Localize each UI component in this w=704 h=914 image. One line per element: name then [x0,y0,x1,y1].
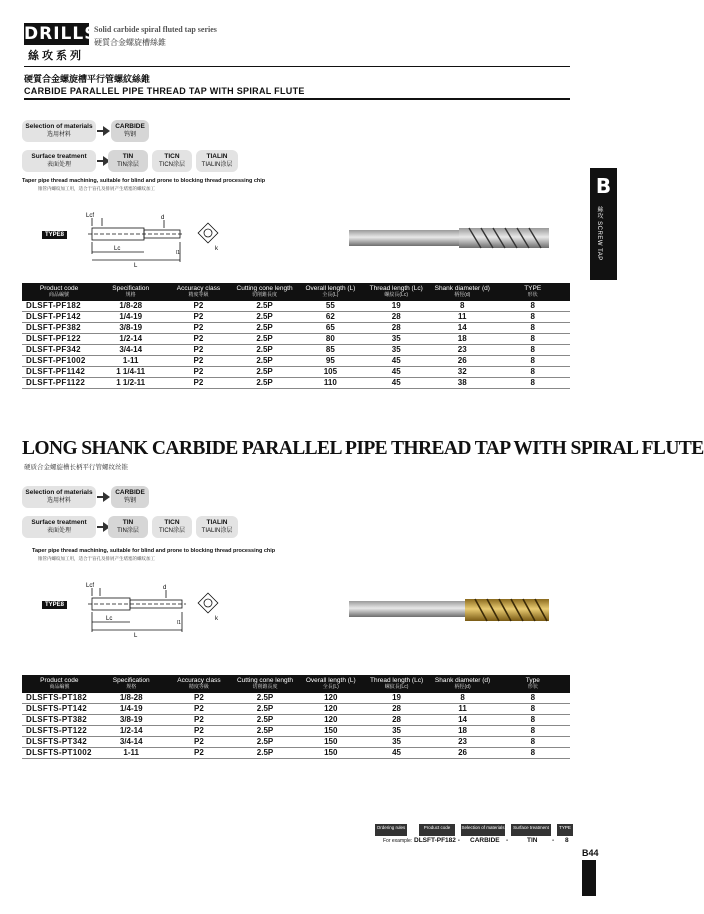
coating-cn: TICN涂层 [159,528,185,534]
table-cell: P2 [165,367,231,378]
column-header-en: Cutting cone length [236,285,293,292]
ordering-rules-chip [375,824,407,836]
product-code-cell: DLSFTS-PT382 [22,715,97,726]
product-code-cell: DLSFT-PF382 [22,323,96,334]
coating-name: TICN [164,519,180,526]
product-code-cell: DLSFTS-PT342 [22,737,97,748]
coating-name: TICN [164,153,180,160]
table-cell: 23 [429,345,495,356]
table-row[interactable] [22,737,570,748]
materials-label-cn: 选用材料 [46,498,71,504]
column-header [165,283,231,301]
order-example-code: DLSFT-PF182 - [414,837,460,844]
table-row[interactable] [22,345,570,356]
table-cell: 26 [429,748,495,759]
tap-dimension-drawing [84,208,224,268]
coating-chip-tialin[interactable] [196,150,238,172]
table-cell: 2.5P [232,693,298,704]
table-cell: 28 [364,715,430,726]
table-row[interactable] [22,693,570,704]
dim-l1: l1 [177,620,181,626]
chip-en: TYPE [559,825,571,830]
dim-k: k [215,246,218,252]
table-row[interactable] [22,334,570,345]
column-header [429,283,495,301]
column-header-cn: 精度等級 [188,292,209,298]
column-header-en: Thread length (Lc) [370,677,424,684]
section2-title-en: LONG SHANK CARBIDE PARALLEL PIPE THREAD TAP WITH SPIRAL FLUTE [22,438,704,459]
column-header [363,283,429,301]
product-code-cell: DLSFT-PF1142 [22,367,96,378]
tap-product-image [349,226,551,252]
section2-material-chip[interactable] [111,486,149,508]
column-header [496,675,570,693]
table-cell: 28 [363,312,429,323]
side-tab-label-en: SCREW TAP [596,221,602,261]
chip-en: Ordering rules [376,825,406,830]
table-cell: P2 [165,323,231,334]
column-header-cn: 商品編號 [49,292,70,298]
surface-chip [511,824,551,836]
table-cell: 11 [429,312,495,323]
coating-cn: TIN涂层 [117,162,139,168]
table-cell: 150 [298,737,364,748]
table-cell: 18 [429,334,495,345]
page-edge-bar [582,860,596,896]
section2-title-cn: 硬质合金螺旋槽长柄平行管螺纹丝锥 [24,464,128,471]
table-cell: 2.5P [232,345,298,356]
column-header [232,283,298,301]
tap-product-image [349,596,551,624]
table-cell: 8 [496,715,570,726]
table-cell: 1/2-14 [97,726,166,737]
order-example-coating: TIN [527,837,538,844]
table-cell: 28 [364,704,430,715]
table-cell: 8 [496,726,570,737]
table-cell: 38 [429,378,495,389]
table-cell: 45 [364,748,430,759]
table-cell: 8 [495,334,570,345]
coating-chip-ticn[interactable] [152,150,192,172]
table-cell: 45 [363,356,429,367]
section1-material-chip[interactable] [111,120,149,142]
table-cell: 55 [297,301,363,312]
coating-cn: TICN涂层 [159,162,185,168]
column-header-en: Accuracy class [177,677,221,684]
column-header-cn: 切削錐長度 [252,292,278,298]
column-header [297,283,363,301]
type-badge: TYPE8 [42,231,67,239]
product-code-chip [419,824,455,836]
product-code-cell: DLSFT-PF122 [22,334,96,345]
coating-cn: TIALIN涂层 [201,162,233,168]
column-header-en: Specification [112,677,150,684]
coating-cn: TIN涂层 [117,528,139,534]
section1-surface-label [22,150,96,172]
brand-subtitle: 絲攻系列 [28,50,84,62]
table-cell: P2 [165,301,231,312]
column-header-en: Accuracy class [176,285,221,292]
table-cell: P2 [166,715,232,726]
arrow-right-icon [103,492,110,502]
table-cell: 150 [298,748,364,759]
type-badge: TYPE8 [42,601,67,609]
material-cn: 钨钢 [123,132,136,138]
column-header-cn: 螺紋長(Lc) [384,292,409,298]
table-cell: 120 [298,715,364,726]
table-cell: 2.5P [232,704,298,715]
dim-lc: Lc [114,246,121,252]
table-cell: 1/4-19 [97,704,166,715]
table-cell: 105 [297,367,363,378]
section2-surface-label [22,516,96,538]
product-code-cell: DLSFTS-PT142 [22,704,97,715]
table-row[interactable] [22,378,570,389]
table-cell: 3/4-14 [97,737,166,748]
table-row[interactable] [22,356,570,367]
table-cell: P2 [165,312,231,323]
column-header-cn: 商品編號 [49,684,70,690]
column-header-en: Product code [40,677,79,684]
table-cell: 8 [495,323,570,334]
surface-label-en: Surface treatment [31,153,87,160]
order-example-material: CARBIDE [470,837,500,844]
table-cell: 45 [363,378,429,389]
table-cell: 80 [297,334,363,345]
material-name: CARBIDE [115,123,145,130]
table-cell: 120 [298,704,364,715]
table-cell: 8 [495,345,570,356]
column-header [22,675,97,693]
dim-l: L [134,263,138,269]
table-cell: 19 [364,693,430,704]
table-cell: 1-11 [97,748,166,759]
table-row[interactable] [22,301,570,312]
order-example-sep: - [552,837,555,844]
table-row[interactable] [22,367,570,378]
column-header-en: Specification [112,285,150,292]
column-header-cn: 规格 [126,684,137,690]
brand-logo: DRILLS [24,24,98,44]
column-header-en: TYPE [524,285,542,292]
coating-chip-ticn[interactable] [152,516,192,538]
table-cell: 1/4-19 [96,312,165,323]
coating-chip-tialin[interactable] [196,516,238,538]
dim-lcf: Lcf [86,213,95,219]
coating-name: TIN [122,153,134,160]
column-header [364,675,430,693]
section2-note-en: Taper pipe thread machining, suitable for blind and prone to blocking thread processing chip [32,548,276,554]
dim-lcf: Lcf [86,583,95,589]
table-cell: 1 1/2-11 [96,378,165,389]
materials-chip [461,824,505,836]
type-chip [557,824,573,836]
table-cell: P2 [165,334,231,345]
table-row[interactable] [22,323,570,334]
column-header-en: Type [525,677,540,684]
table-cell: 2.5P [232,356,298,367]
column-header-cn: 柄徑(d) [454,684,471,690]
column-header-en: Product code [39,285,79,292]
table-cell: 65 [297,323,363,334]
table-cell: 95 [297,356,363,367]
column-header-en: Thread length (Lc) [369,285,423,292]
table-cell: 120 [298,693,364,704]
table-cell: 8 [495,356,570,367]
table-cell: 2.5P [232,334,298,345]
table-cell: 2.5P [232,748,298,759]
chip-en: Product code [423,825,451,830]
table-cell: P2 [166,726,232,737]
table-cell: 3/8-19 [96,323,165,334]
section2-spec-table [22,675,570,759]
table-cell: 32 [429,367,495,378]
table-cell: 2.5P [232,726,298,737]
table-cell: 1/8-28 [97,693,166,704]
table-row[interactable] [22,726,570,737]
material-cn: 钨钢 [123,498,136,504]
table-cell: 8 [496,737,570,748]
column-header-en: Shank diameter (d) [434,285,490,292]
table-cell: 2.5P [232,301,298,312]
section2-materials-label [22,486,96,508]
product-code-cell: DLSFT-PF1002 [22,356,96,367]
product-code-cell: DLSFTS-PT122 [22,726,97,737]
table-cell: 28 [363,323,429,334]
section1-materials-label [22,120,96,142]
table-cell: 2.5P [232,323,298,334]
table-cell: 1/8-28 [96,301,165,312]
column-header [22,283,96,301]
order-example-type: 8 [565,837,569,844]
table-cell: 1/2-14 [96,334,165,345]
dim-d: d [161,215,165,221]
material-name: CARBIDE [115,489,145,496]
side-tab-label-cn: 絲攻 [596,206,602,219]
section1-note-en: Taper pipe thread machining, suitable for blind and prone to blocking thread processing chip [22,178,266,184]
dim-l: L [134,633,138,639]
section2-note-cn: 锥管内螺纹加工用，适合于盲孔及排屑产生堵塞的螺纹加工 [38,556,155,561]
section1-title-en: CARBIDE PARALLEL PIPE THREAD TAP WITH SPIRAL FLUTE [24,86,305,96]
side-tab-letter: B [595,174,612,198]
table-row[interactable] [22,704,570,715]
column-header-cn: 全長(L) [322,292,339,298]
table-cell: 45 [363,367,429,378]
table-cell: 19 [363,301,429,312]
table-cell: 1 1/4-11 [96,367,165,378]
table-cell: P2 [166,737,232,748]
order-example-label: For example: [383,838,413,844]
column-header [429,675,495,693]
coating-chip-tin[interactable] [108,150,148,172]
coating-name: TIALIN [206,519,228,526]
materials-label-en: Selection of materials [25,123,93,130]
table-cell: P2 [166,693,232,704]
column-header [97,675,166,693]
dim-d: d [163,585,167,591]
table-cell: P2 [165,378,231,389]
section1-title-cn: 硬質合金螺旋槽平行管螺紋絲錐 [24,74,151,84]
column-header-cn: 形状 [527,684,538,690]
table-cell: 8 [496,748,570,759]
column-header-en: Shank diameter (d) [434,677,491,684]
column-header-cn: 规格 [125,292,136,298]
table-cell: 8 [495,367,570,378]
table-cell: 3/8-19 [97,715,166,726]
column-header [495,283,570,301]
column-header [232,675,298,693]
column-header-cn: 全長(L) [322,684,339,690]
table-cell: 62 [297,312,363,323]
table-cell: 8 [495,378,570,389]
table-cell: 2.5P [232,367,298,378]
product-code-cell: DLSFTS-PT182 [22,693,97,704]
table-cell: 2.5P [232,312,298,323]
section1-rule [24,98,570,100]
table-cell: 23 [429,737,495,748]
section1-note-cn: 锥管内螺纹加工用，适合于盲孔及排屑产生堵塞的螺纹加工 [38,186,155,191]
dim-k: k [215,616,218,622]
table-cell: 1-11 [96,356,165,367]
coating-cn: TIALIN涂层 [201,528,233,534]
product-code-cell: DLSFT-PF182 [22,301,96,312]
column-header-cn: 形状 [527,292,538,298]
section-side-tab[interactable] [590,168,617,280]
table-cell: 85 [297,345,363,356]
column-header-cn: 精度等級 [188,684,209,690]
table-cell: 8 [429,301,495,312]
table-cell: 8 [495,312,570,323]
column-header-cn: 柄徑(d) [454,292,471,298]
table-row[interactable] [22,748,570,759]
table-cell: 8 [429,693,495,704]
table-cell: 110 [297,378,363,389]
product-code-cell: DLSFT-PF142 [22,312,96,323]
section1-spec-table [22,283,570,389]
table-cell: 35 [363,345,429,356]
table-row[interactable] [22,312,570,323]
table-cell: 14 [429,323,495,334]
table-cell: 35 [364,737,430,748]
arrow-right-icon [103,126,110,136]
surface-label-cn: 表面处理 [46,528,71,534]
surface-label-cn: 表面处理 [46,162,71,168]
column-header-cn: 螺紋長(Lc) [384,684,409,690]
table-cell: 26 [429,356,495,367]
table-cell: 35 [364,726,430,737]
table-cell: 8 [496,704,570,715]
dim-lc: Lc [106,616,113,622]
table-cell: 2.5P [232,715,298,726]
product-code-cell: DLSFT-PF342 [22,345,96,356]
column-header [298,675,364,693]
dim-l1: l1 [176,250,180,256]
coating-name: TIALIN [206,153,228,160]
table-cell: 2.5P [232,737,298,748]
table-cell: 3/4-14 [96,345,165,356]
table-cell: 8 [495,301,570,312]
table-cell: P2 [165,356,231,367]
column-header-en: Overall length (L) [305,677,356,684]
tap-dimension-drawing [84,578,224,638]
table-cell: 14 [429,715,495,726]
column-header-cn: 切削錐長度 [252,684,278,690]
table-cell: P2 [166,704,232,715]
header-divider [24,66,570,67]
surface-label-en: Surface treatment [31,519,87,526]
column-header-en: Cutting cone length [236,677,293,684]
materials-label-cn: 选用材料 [46,132,71,138]
coating-name: TIN [122,519,134,526]
chip-en: Surface treatment [513,825,549,830]
product-code-cell: DLSFTS-PT1002 [22,748,97,759]
chip-en: Selection of materials [461,825,505,830]
coating-chip-tin[interactable] [108,516,148,538]
table-row[interactable] [22,715,570,726]
order-example-sep: - [506,837,509,844]
page-number: B44 [582,848,599,858]
table-cell: 8 [496,693,570,704]
product-code-cell: DLSFT-PF1122 [22,378,96,389]
table-cell: 18 [429,726,495,737]
series-title-en: Solid carbide spiral fluted tap series [94,25,217,34]
table-cell: P2 [166,748,232,759]
table-cell: 150 [298,726,364,737]
materials-label-en: Selection of materials [25,489,93,496]
side-tab-label [594,206,603,261]
table-cell: 35 [363,334,429,345]
table-cell: 2.5P [232,378,298,389]
column-header [96,283,165,301]
column-header-en: Overall length (L) [305,285,356,292]
column-header [166,675,232,693]
table-cell: 11 [429,704,495,715]
series-title-cn: 硬質合金螺旋槽絲錐 [94,38,166,47]
table-cell: P2 [165,345,231,356]
